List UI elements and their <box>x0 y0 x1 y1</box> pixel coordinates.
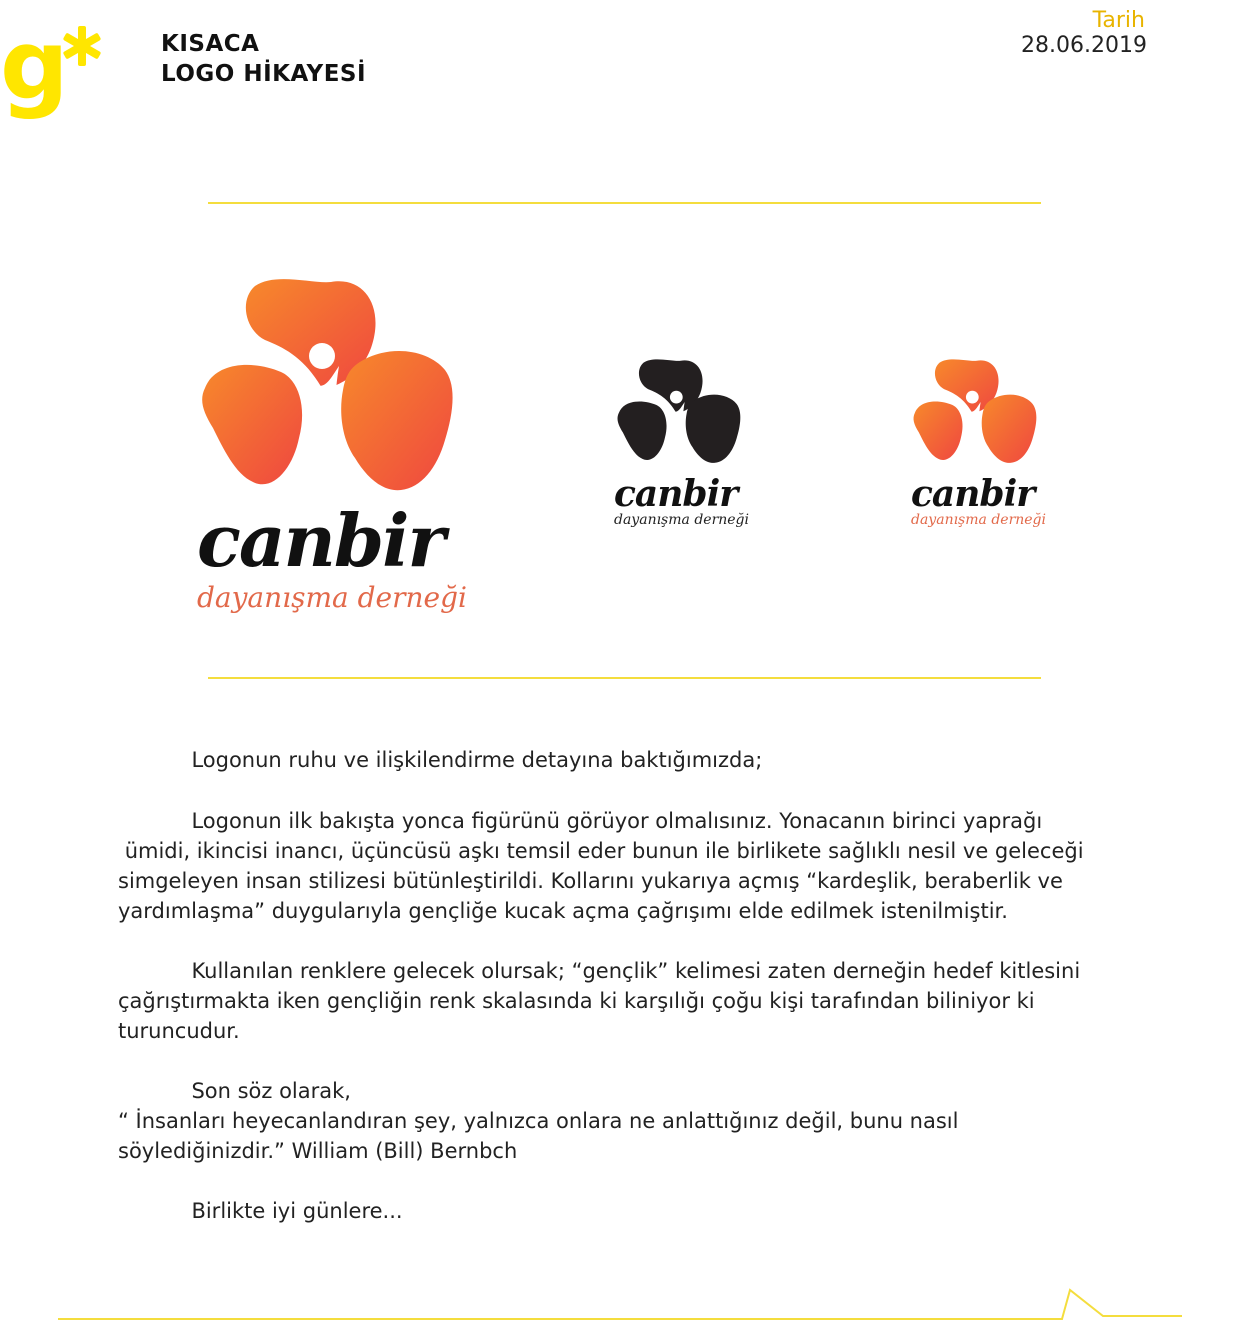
clover-logo-color-small-icon <box>910 358 1040 470</box>
paragraph-quote: Son söz olarak, “ İnsanları heyecanlandıran şey, yalnızca onlara ne anlattığınız değil, bunu nasıl söylediğinizdir.” William (Bill) Bernbch <box>118 1079 959 1163</box>
date-label: Tarih <box>1092 8 1145 33</box>
clover-logo-black-icon <box>614 358 744 470</box>
svg-text:g: g <box>0 20 69 120</box>
paragraph-symbolism: Logonun ilk bakışta yonca figürünü görüyor olmalısınız. Yonacanın birinci yaprağı ümidi, ikincisi inancı, üçüncüsü aşkı temsil eder bunun ile birlikete sağlıklı nesil ve geleceği simgeleyen insan stilizesi bütünleştirildi. Kollarını yukarıya açmış “kardeşlik, beraberlik ve yardımlaşma” duygularıyla gençliğe kucak açma çağrışımı elde edilmek istenilmiştir. <box>118 809 1084 923</box>
top-divider <box>208 202 1041 204</box>
header-title-line2: LOGO HİKAYESİ <box>161 61 367 87</box>
logo-black-subtitle: dayanışma derneği <box>614 512 749 528</box>
logo-small-name: canbir <box>911 473 1035 515</box>
paragraph-intro: Logonun ruhu ve ilişkilendirme detayına baktığımızda; <box>118 748 763 772</box>
clover-logo-color-large-icon <box>195 278 460 503</box>
logo-large-subtitle: dayanışma derneği <box>197 581 467 614</box>
paragraph-closing: Birlikte iyi günlere... <box>118 1199 403 1223</box>
middle-divider <box>208 677 1041 679</box>
date-value: 28.06.2019 <box>1021 33 1147 58</box>
footer-divider <box>0 1280 1241 1324</box>
logo-large-name: canbir <box>197 498 444 583</box>
g-asterisk-logo-icon <box>0 20 110 120</box>
logo-black-name: canbir <box>614 473 738 515</box>
paragraph-colors: Kullanılan renklere gelecek olursak; “gençlik” kelimesi zaten derneğin hedef kitlesini çağrıştırmakta iken gençliğin renk skalasında ki karşılığı çoğu kişi tarafından biliniyor ki turuncudur. <box>118 959 1081 1043</box>
logo-small-subtitle: dayanışma derneği <box>911 512 1046 528</box>
header-title-line1: KISACA <box>161 31 260 57</box>
